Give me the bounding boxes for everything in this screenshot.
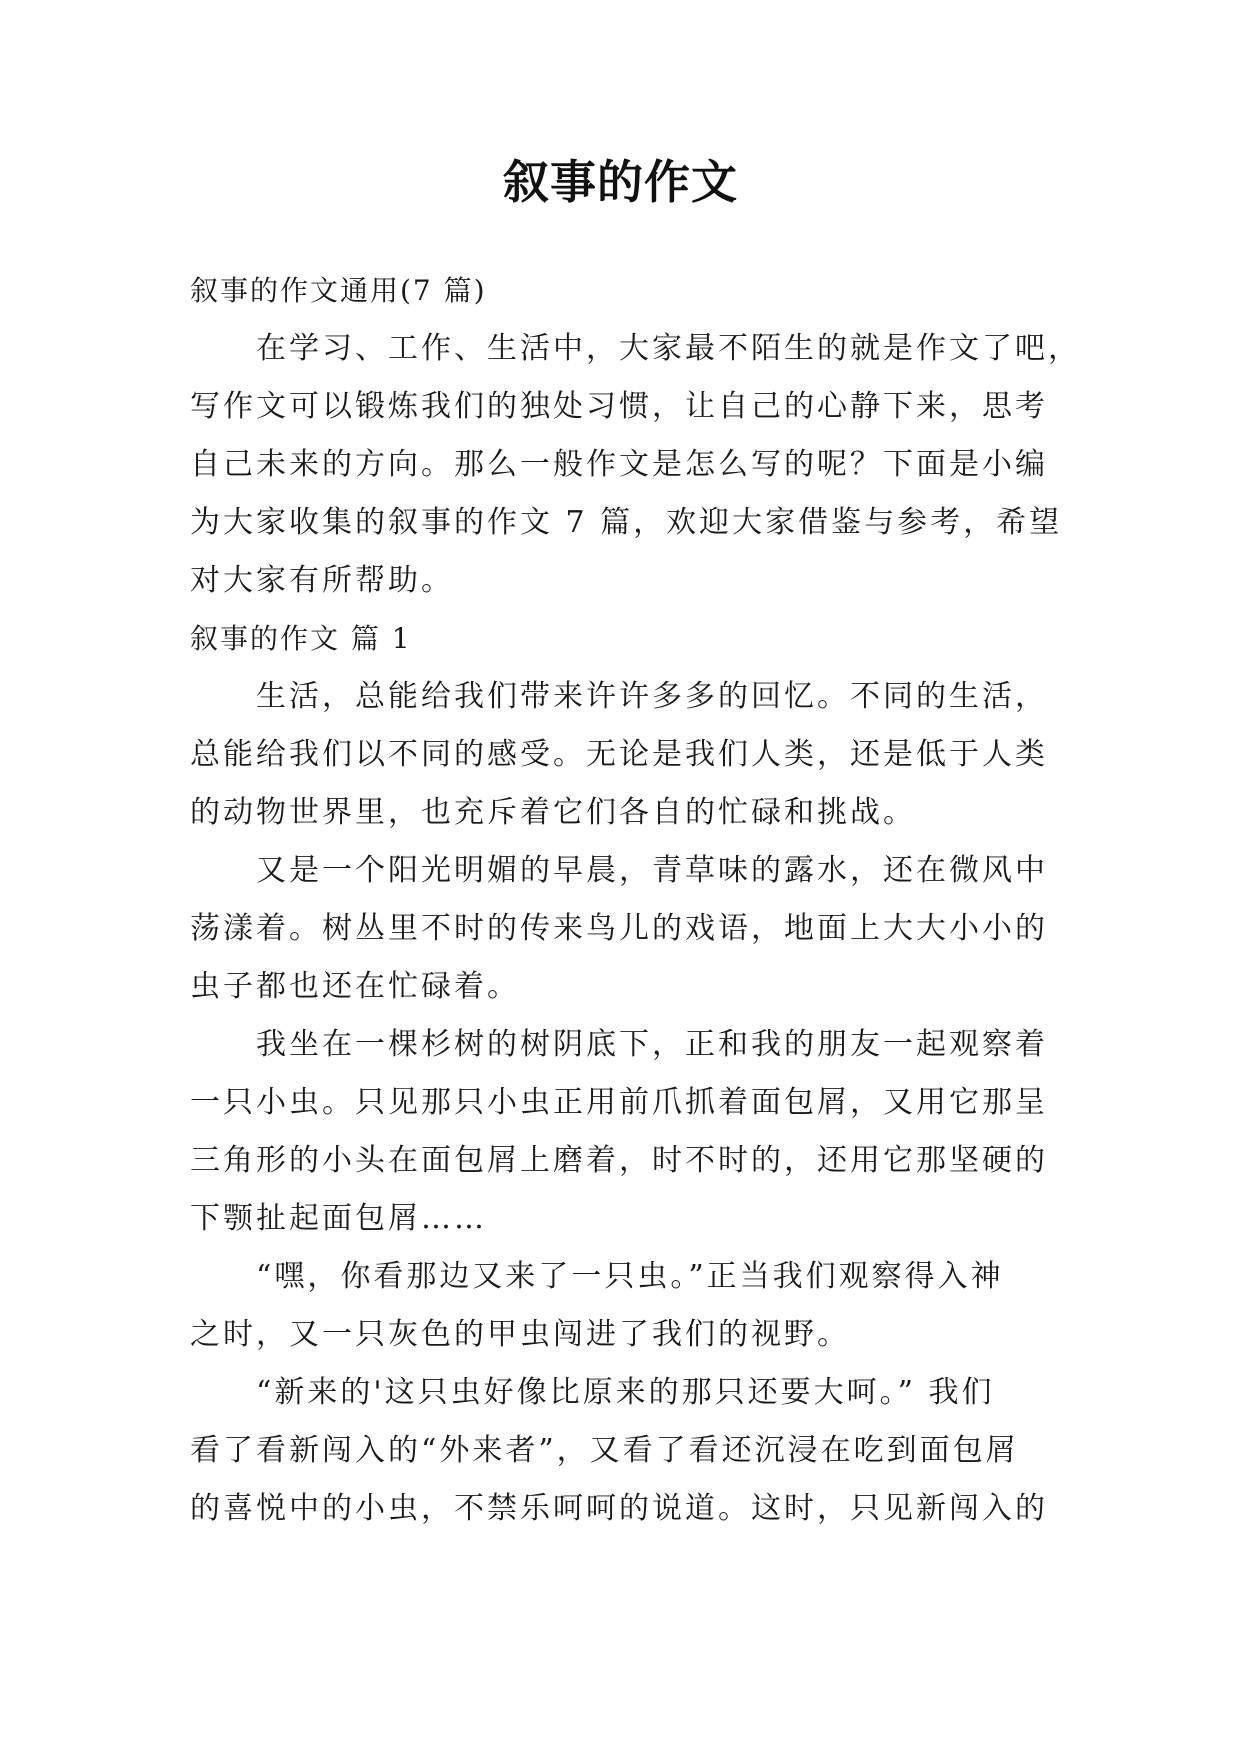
text-line: 叙事的作文通用(7 篇) [190,274,487,307]
text-line: “嘿，你看那边又来了一只虫。”正当我们观察得入神 [256,1259,1004,1294]
text-line: 我坐在一棵杉树的树阴底下，正和我的朋友一起观察着 [256,1027,1048,1062]
text-line: 的动物世界里，也充斥着它们各自的忙碌和挑战。 [190,795,916,830]
text-line: 总能给我们以不同的感受。无论是我们人类，还是低于人类 [190,737,1048,772]
document-body [190,262,1081,1538]
text-line: 生活，总能给我们带来许许多多的回忆。不同的生活， [256,679,1048,714]
text-line: 之时，又一只灰色的甲虫闯进了我们的视野。 [190,1317,850,1352]
text-line: 为大家收集的叙事的作文 7 篇，欢迎大家借鉴与参考，希望 [190,505,1063,540]
text-line: 写作文可以锻炼我们的独处习惯，让自己的心静下来，思考 [190,389,1048,424]
text-line: 虫子都也还在忙碌着。 [190,969,520,1004]
text-line: 三角形的小头在面包屑上磨着，时不时的，还用它那坚硬的 [190,1143,1048,1178]
text-line: 看了看新闯入的“外来者”，又看了看还沉浸在吃到面包屑 [190,1433,1019,1468]
text-line: 在学习、工作、生活中，大家最不陌生的就是作文了吧， [256,331,1081,366]
text-line: 又是一个阳光明媚的早晨，青草味的露水，还在微风中 [256,853,1048,888]
text-line: 的喜悦中的小虫，不禁乐呵呵的说道。这时，只见新闯入的 [190,1491,1048,1526]
text-line: 叙事的作文 篇 1 [190,622,412,655]
text-line: 对大家有所帮助。 [190,563,454,598]
document-title: 叙事的作文 [503,155,738,209]
text-line: “新来的'这只虫好像比原来的那只还要大呵。” 我们 [256,1375,995,1410]
text-line: 下颚扯起面包屑…… [190,1201,487,1236]
text-line: 一只小虫。只见那只小虫正用前爪抓着面包屑，又用它那呈 [190,1085,1048,1120]
text-line: 自己未来的方向。那么一般作文是怎么写的呢？下面是小编 [190,447,1048,482]
text-line: 荡漾着。树丛里不时的传来鸟儿的戏语，地面上大大小小的 [190,911,1048,946]
